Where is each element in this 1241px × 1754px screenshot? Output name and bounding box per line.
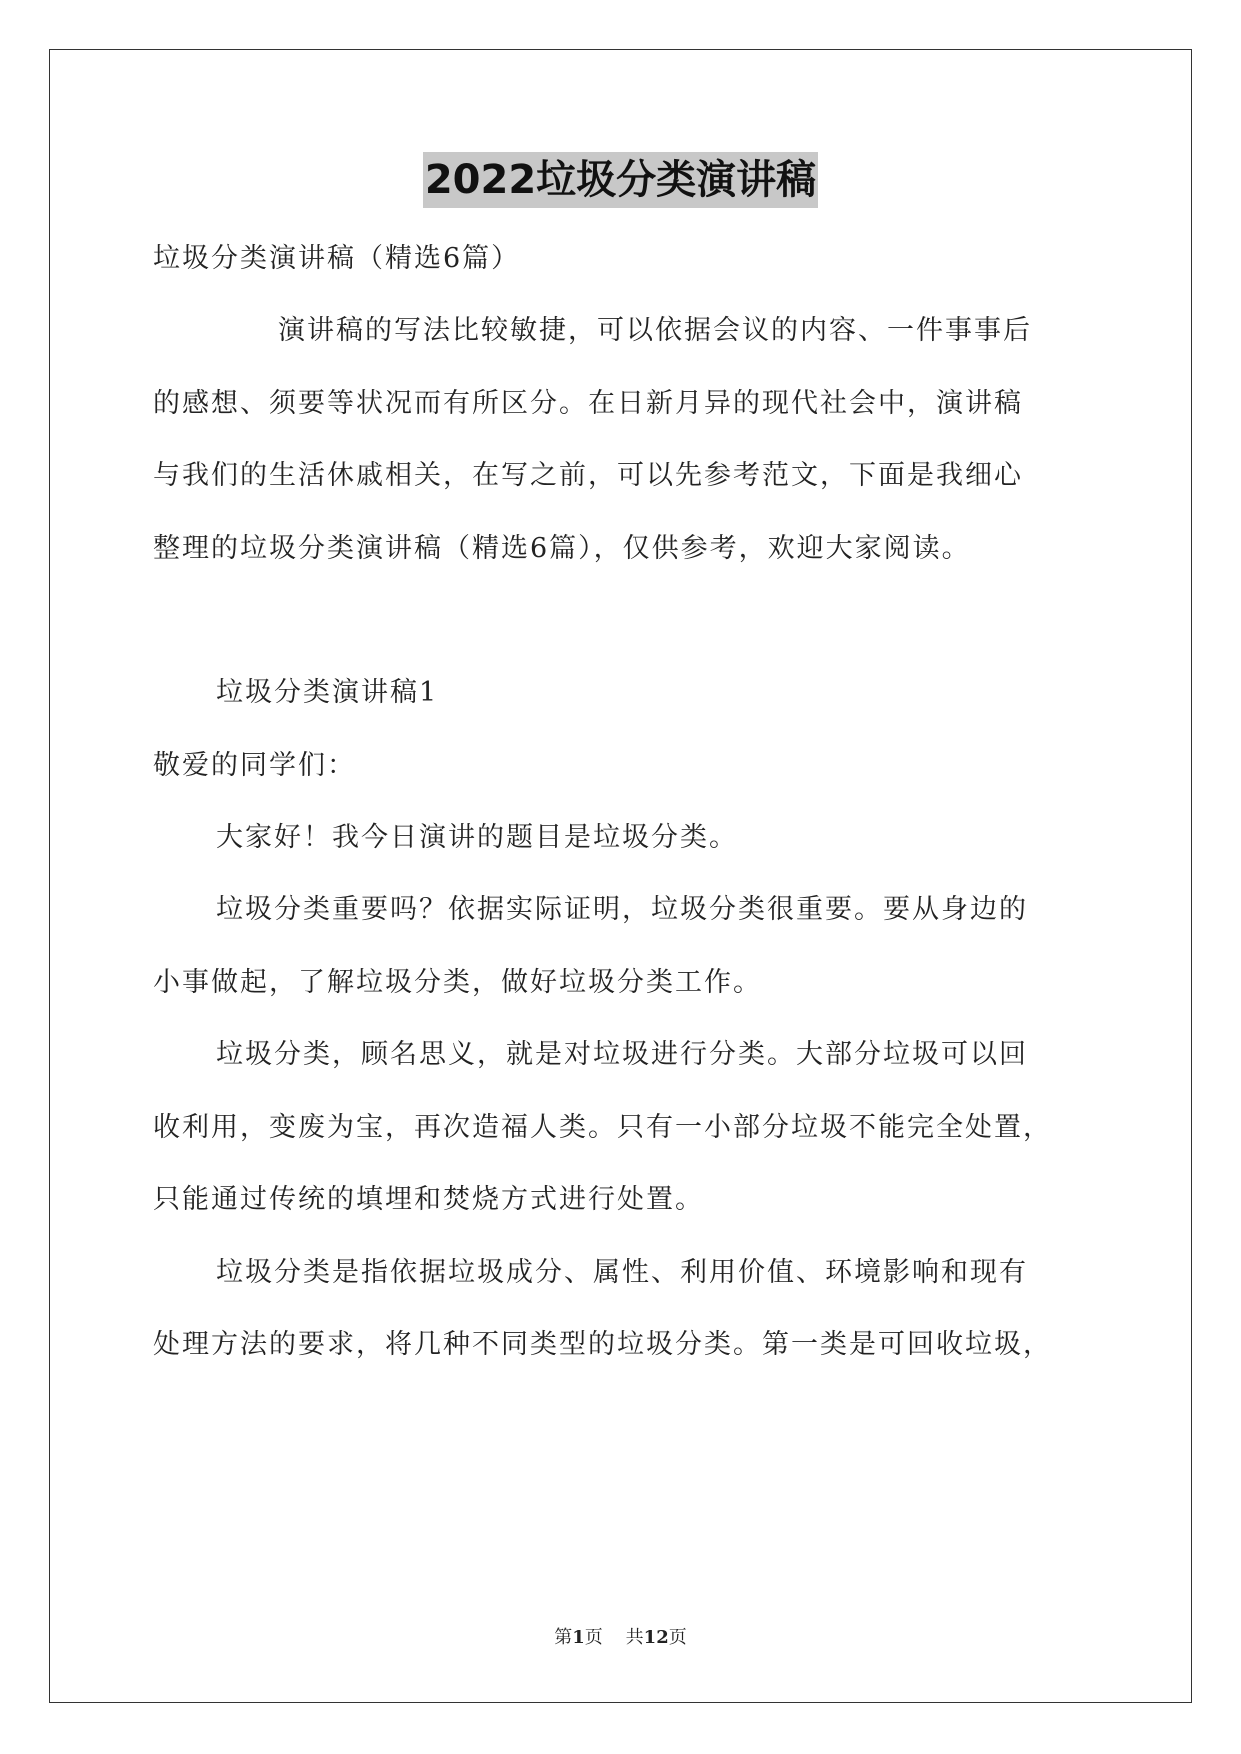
paragraph-2-line-1: 垃圾分类，顾名思义，就是对垃圾进行分类。大部分垃圾可以回: [216, 1039, 1028, 1070]
intro-line-1: 演讲稿的写法比较敏捷，可以依据会议的内容、一件事事后: [278, 315, 1032, 346]
intro-line-2: 的感想、须要等状况而有所区分。在日新月异的现代社会中，演讲稿: [153, 388, 1023, 419]
footer-page-prefix: 第: [554, 1627, 573, 1648]
footer-total-pages: 12: [643, 1627, 669, 1648]
paragraph-2-line-3: 只能通过传统的填埋和焚烧方式进行处置。: [153, 1184, 704, 1215]
intro-line-3: 与我们的生活休戚相关，在写之前，可以先参考范文，下面是我细心: [153, 460, 1023, 491]
footer-total-suffix: 页: [668, 1627, 687, 1648]
paragraph-3-line-1: 垃圾分类是指依据垃圾成分、属性、利用价值、环境影响和现有: [216, 1257, 1028, 1288]
paragraph-3-line-2: 处理方法的要求，将几种不同类型的垃圾分类。第一类是可回收垃圾，: [153, 1329, 1052, 1360]
paragraph-2-line-2: 收利用，变废为宝，再次造福人类。只有一小部分垃圾不能完全处置，: [153, 1112, 1052, 1143]
section-heading: 垃圾分类演讲稿1: [216, 677, 439, 708]
document-title: 2022垃圾分类演讲稿: [423, 152, 818, 208]
intro-line-4: 整理的垃圾分类演讲稿（精选6篇），仅供参考，欢迎大家阅读。: [153, 533, 971, 564]
paragraph-1-line-2: 小事做起，了解垃圾分类，做好垃圾分类工作。: [153, 967, 762, 998]
footer-page-suffix: 页: [584, 1627, 603, 1648]
paragraph-1-line-1: 垃圾分类重要吗？依据实际证明，垃圾分类很重要。要从身边的: [216, 894, 1028, 925]
footer-page-number: 1: [572, 1627, 585, 1648]
page-footer: [0, 1626, 1241, 1650]
title-container: [0, 152, 1241, 208]
footer-total-prefix: 共: [625, 1627, 644, 1648]
subtitle-line: 垃圾分类演讲稿（精选6篇）: [153, 243, 521, 274]
salutation: 敬爱的同学们：: [153, 750, 356, 781]
greeting-line: 大家好！我今日演讲的题目是垃圾分类。: [216, 822, 738, 853]
page-border: [49, 49, 1192, 1703]
